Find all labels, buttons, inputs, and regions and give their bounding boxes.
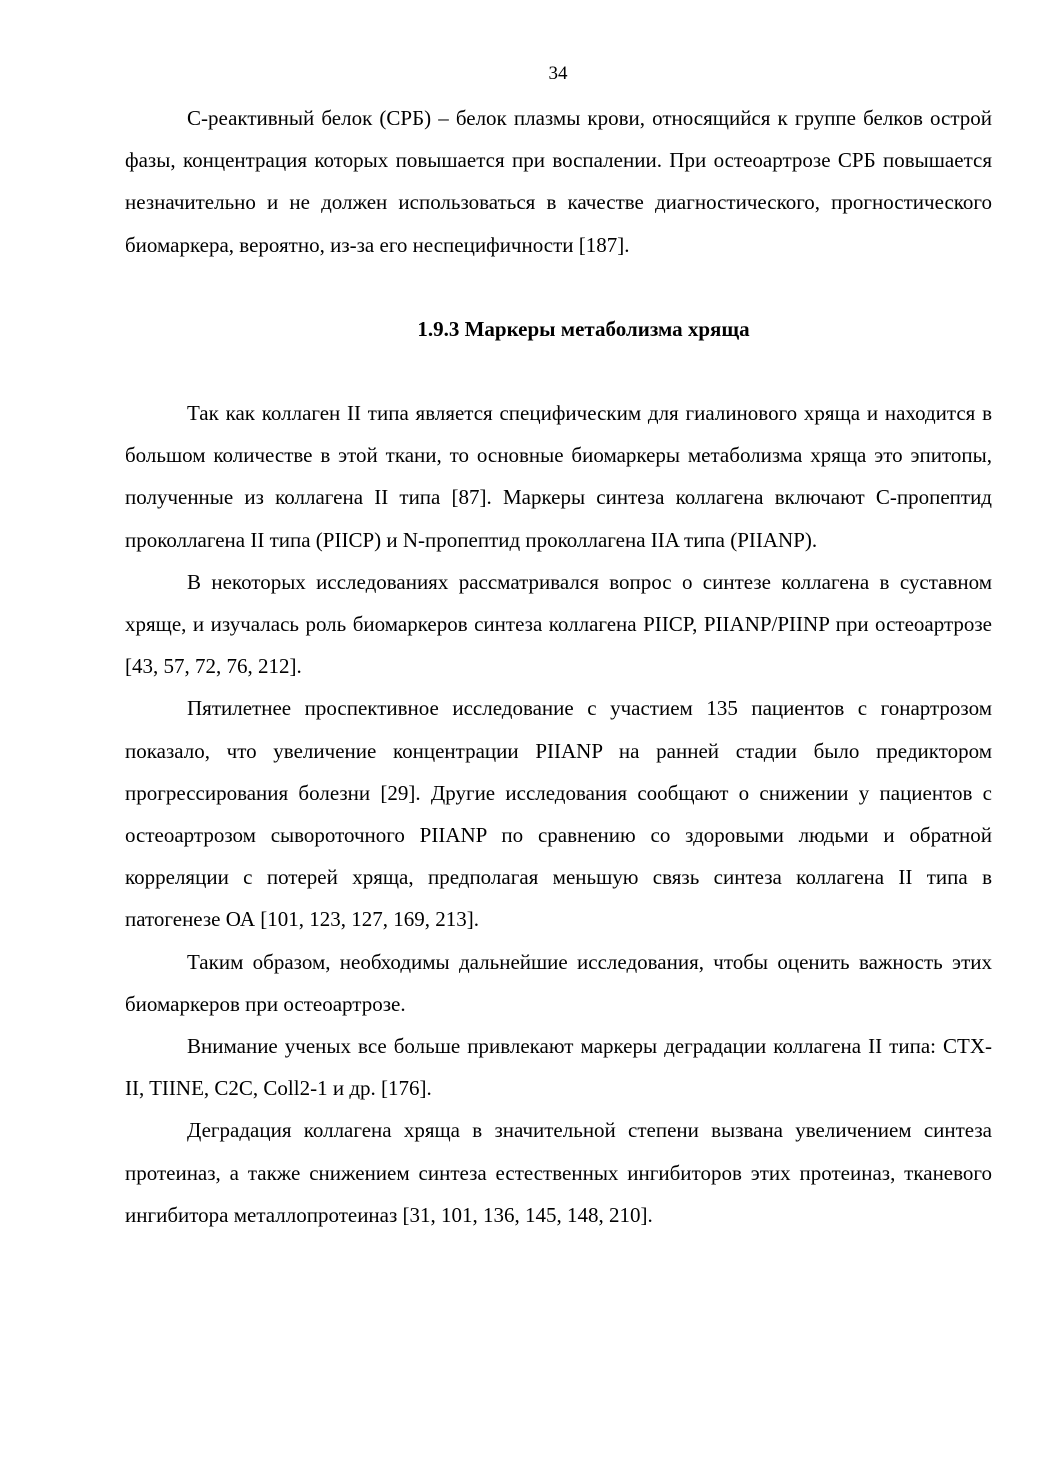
intro-paragraph: С-реактивный белок (СРБ) – белок плазмы крови, относящийся к группе белков острой фазы, концентрация которых повышается при воспалении. При остеоартрозе СРБ повышается незначительно и не должен использоваться в качестве диагностического, прогностического биомаркера, вероятно, из-за его неспецифичности [187].: [125, 106, 992, 257]
paragraph-synthesis-studies: В некоторых исследованиях рассматривался вопрос о синтезе коллагена в суставном хряще, и изучалась роль биомаркеров синтеза коллагена PIICP, PIIANP/PIINP при остеоартрозе [43, 57, 72, 76, 212].: [125, 569, 992, 679]
section-heading: 1.9.3 Маркеры метаболизма хряща: [417, 316, 750, 341]
spacer: [125, 350, 992, 392]
document-body: [125, 97, 992, 1236]
paragraph-collagen-degradation: Деградация коллагена хряща в значительной степени вызвана увеличением синтеза протеиназ, а также снижением синтеза естественных ингибиторов этих протеиназ, тканевого ингибитора металлопротеиназ [31, 101, 136, 145, 148, 210].: [125, 1118, 992, 1227]
spacer: [125, 266, 992, 308]
paragraph-collagen-markers: Так как коллаген II типа является специфическим для гиалинового хряща и находится в большом количестве в этой ткани, то основные биомаркеры метаболизма хряща это эпитопы, полученные из коллагена II типа [87]. Маркеры синтеза коллагена включают С-пропептид проколлагена II типа (PIICP) и N-пропептид проколлагена IIA типа (PIIANP).: [125, 401, 992, 552]
page-number: 34: [548, 63, 568, 84]
paragraph-degradation-markers: Внимание ученых все больше привлекают маркеры деградации коллагена II типа: CTX-II, TIINE, C2C, Coll2-1 и др. [176].: [125, 1034, 992, 1101]
paragraph-further-research: Таким образом, необходимы дальнейшие исследования, чтобы оценить важность этих биомаркеров при остеоартрозе.: [125, 949, 992, 1016]
paragraph-prospective-study: Пятилетнее проспективное исследование с участием 135 пациентов с гонартрозом показало, что увеличение концентрации PIIANP на ранней стадии было предиктором прогрессирования болезни [29]. Другие исследования сообщают о снижении у пациентов с остеоартрозом сывороточного PIIANP по сравнению со здоровыми людьми и обратной корреляции с потерей хряща, предполагая меньшую связь синтеза коллагена II типа в патогенезе ОА [101, 123, 127, 169, 213].: [125, 696, 992, 932]
